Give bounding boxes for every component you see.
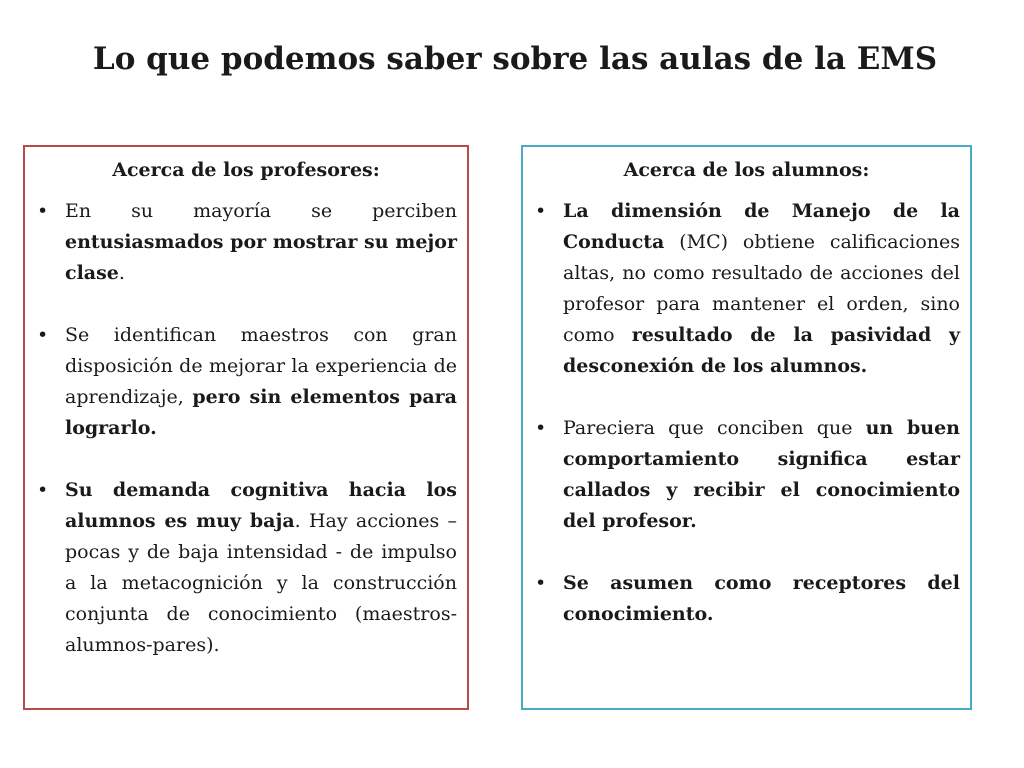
bullet-icon: •	[37, 200, 49, 222]
bullet-icon: •	[37, 324, 49, 346]
bullet-icon: •	[535, 417, 547, 439]
list-item	[35, 320, 457, 444]
students-panel-heading: Acerca de los alumnos:	[623, 159, 870, 181]
teachers-panel-heading: Acerca de los profesores:	[112, 159, 380, 181]
list-item-text: Pareciera que conciben que un buen comportamiento significa estar callados y recibir el conocimiento del profesor.	[563, 417, 960, 532]
slide-title: Lo que podemos saber sobre las aulas de la EMS	[92, 41, 938, 77]
list-item-text: Se asumen como receptores del conocimiento.	[563, 572, 960, 625]
teachers-panel	[23, 145, 469, 710]
list-item-text: Se identifican maestros con gran disposición de mejorar la experiencia de aprendizaje, pero sin elementos para lograrlo.	[65, 324, 457, 439]
bullet-icon: •	[535, 200, 547, 222]
students-bullet-list	[533, 196, 960, 630]
list-item	[35, 475, 457, 661]
bullet-icon: •	[37, 479, 49, 501]
list-item-text: Su demanda cognitiva hacia los alumnos es muy baja. Hay acciones –pocas y de baja intensidad - de impulso a la metacognición y la construcción conjunta de conocimiento (maestros-alumnos-pares).	[65, 479, 457, 656]
list-item	[533, 413, 960, 537]
list-item	[533, 568, 960, 630]
bullet-icon: •	[535, 572, 547, 594]
list-item-text: La dimensión de Manejo de la Conducta (MC) obtiene calificaciones altas, no como resultado de acciones del profesor para mantener el orden, sino como resultado de la pasividad y desconexión de los alumnos.	[563, 200, 960, 377]
teachers-bullet-list	[35, 196, 457, 661]
list-item-text: En su mayoría se perciben entusiasmados por mostrar su mejor clase.	[65, 200, 457, 284]
list-item	[533, 196, 960, 382]
list-item	[35, 196, 457, 289]
students-panel	[521, 145, 972, 710]
